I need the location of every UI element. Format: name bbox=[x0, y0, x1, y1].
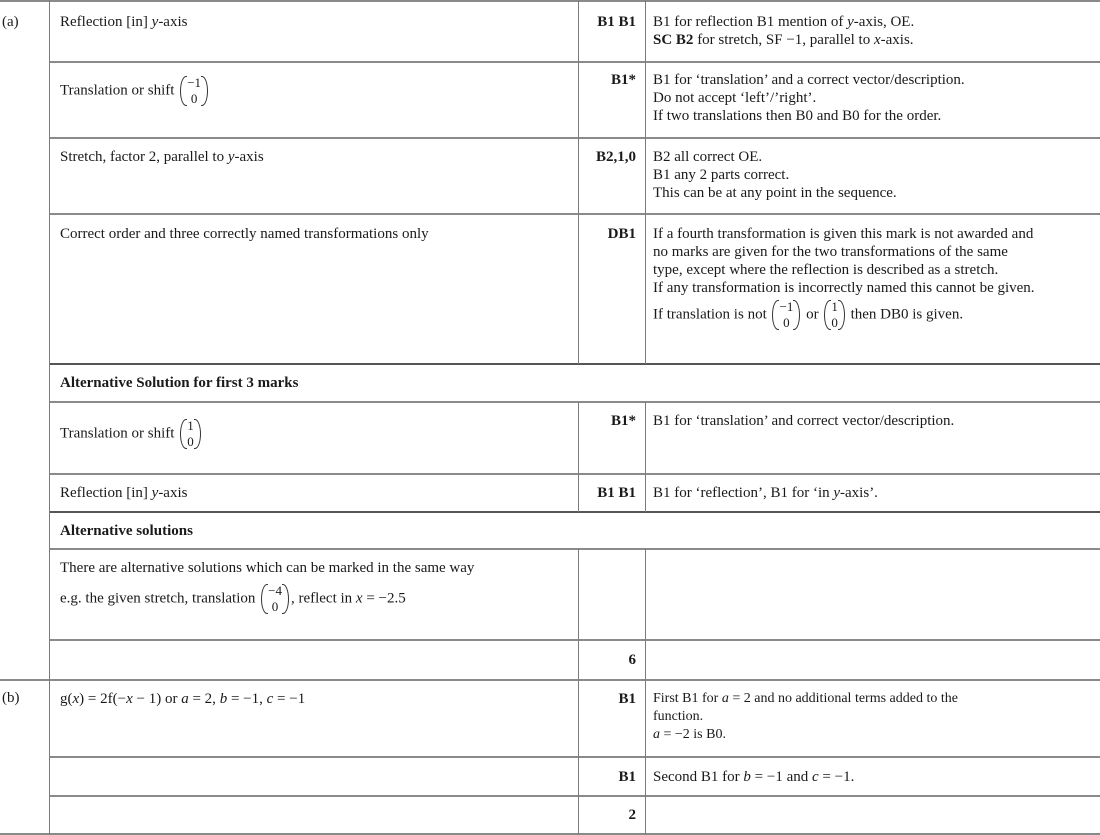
guidance-note bbox=[653, 225, 1098, 331]
row-divider bbox=[50, 756, 1100, 758]
guidance-text: If translation is not bbox=[653, 306, 767, 323]
answer-text: , reflect in bbox=[290, 590, 356, 607]
guidance-var: a bbox=[721, 691, 729, 706]
guidance-note bbox=[653, 690, 1098, 744]
row-divider bbox=[50, 61, 1100, 63]
row-divider bbox=[0, 0, 1100, 2]
guidance-text: or bbox=[806, 306, 819, 323]
guidance-var: y bbox=[833, 485, 841, 501]
row-divider bbox=[50, 213, 1100, 215]
answer-text: = −1, bbox=[227, 691, 267, 707]
special-case-label: SC B2 bbox=[653, 32, 694, 48]
row-divider bbox=[50, 795, 1100, 797]
guidance-line: B1 any 2 parts correct. bbox=[653, 167, 790, 183]
answer-var: c bbox=[266, 691, 274, 707]
row-divider bbox=[50, 137, 1100, 139]
guidance-line bbox=[653, 299, 1098, 331]
guidance-note: B1 for ‘translation’ and correct vector/description. bbox=[653, 413, 955, 429]
guidance-text: = −1 and bbox=[750, 769, 812, 785]
row-divider bbox=[50, 473, 1100, 475]
answer-line: There are alternative solutions which can be marked in the same way bbox=[60, 560, 475, 576]
mark-total: 6 bbox=[628, 652, 636, 668]
guidance-line: If two translations then B0 and B0 for the order. bbox=[653, 108, 942, 124]
row-divider bbox=[50, 639, 1100, 641]
answer-reflection bbox=[60, 13, 570, 31]
row-divider bbox=[0, 679, 1100, 681]
answer-function bbox=[60, 690, 570, 708]
answer-text: = −1 bbox=[273, 691, 306, 707]
column-vector bbox=[261, 583, 289, 615]
column-vector bbox=[772, 299, 800, 331]
vector-bottom: 0 bbox=[271, 599, 279, 614]
answer-var: b bbox=[219, 691, 228, 707]
guidance-text: -axis. bbox=[880, 32, 914, 48]
guidance-line bbox=[653, 690, 1098, 708]
mark-code: B2,1,0 bbox=[595, 149, 636, 165]
guidance-line: If a fourth transformation is given this mark is not awarded and bbox=[653, 226, 1034, 242]
column-divider bbox=[578, 549, 579, 835]
vector-bottom: 0 bbox=[783, 315, 790, 330]
alternative-solution-heading: Alternative Solution for first 3 marks bbox=[60, 375, 299, 391]
column-vector bbox=[824, 299, 845, 331]
answer-var: x bbox=[126, 691, 133, 707]
answer-text: − 1) bbox=[132, 691, 162, 707]
guidance-note bbox=[653, 768, 1098, 786]
mark-total: 2 bbox=[628, 807, 636, 823]
guidance-note bbox=[653, 148, 1098, 202]
guidance-line bbox=[653, 726, 1098, 744]
mark-code: B1 bbox=[618, 769, 636, 785]
answer-text: g bbox=[60, 691, 68, 707]
guidance-text: then DB0 is given. bbox=[850, 306, 964, 323]
answer-var: x bbox=[72, 691, 80, 707]
row-divider bbox=[50, 548, 1100, 550]
answer-var: y bbox=[227, 149, 235, 165]
guidance-text: = −1. bbox=[818, 769, 855, 785]
part-label-b: (b) bbox=[2, 690, 20, 706]
column-divider bbox=[578, 402, 579, 512]
guidance-note bbox=[653, 13, 1098, 49]
guidance-var: x bbox=[873, 32, 881, 48]
answer-text: Translation or shift bbox=[60, 425, 175, 442]
guidance-note bbox=[653, 484, 1098, 502]
guidance-line: B1 for ‘translation’ and a correct vector/description. bbox=[653, 72, 965, 88]
guidance-text: -axis, OE. bbox=[853, 14, 915, 30]
answer-text: or bbox=[161, 691, 182, 707]
column-divider bbox=[49, 0, 50, 835]
answer-reflection-alt bbox=[60, 484, 570, 502]
vector-top: −1 bbox=[187, 75, 202, 90]
column-vector bbox=[180, 75, 208, 107]
vector-top: −4 bbox=[268, 583, 282, 598]
vector-top: 1 bbox=[831, 299, 838, 314]
guidance-line: B2 all correct OE. bbox=[653, 149, 763, 165]
answer-stretch bbox=[60, 148, 570, 166]
guidance-text: -axis’. bbox=[840, 485, 878, 501]
guidance-line: function. bbox=[653, 709, 704, 724]
answer-text: = −2.5 bbox=[362, 590, 406, 607]
guidance-text: = 2 and no additional terms added to the bbox=[728, 691, 958, 706]
guidance-text: Second B1 for bbox=[653, 769, 744, 785]
vector-bottom: 0 bbox=[190, 91, 198, 106]
row-divider bbox=[50, 511, 1100, 513]
answer-text: e.g. the given stretch, translation bbox=[60, 590, 256, 607]
mark-code: B1 bbox=[618, 691, 636, 707]
vector-bottom: 0 bbox=[187, 434, 194, 449]
guidance-line: type, except where the reflection is described as a stretch. bbox=[653, 262, 999, 278]
answer-text: -axis bbox=[158, 14, 188, 30]
answer-text: Translation or shift bbox=[60, 82, 175, 99]
answer-text: Reflection [in] bbox=[60, 14, 152, 30]
vector-bottom: 0 bbox=[831, 315, 838, 330]
answer-var: y bbox=[151, 14, 159, 30]
answer-var: a bbox=[181, 691, 189, 707]
row-divider bbox=[50, 363, 1100, 365]
column-divider bbox=[645, 549, 646, 835]
guidance-var: y bbox=[847, 14, 854, 30]
alternative-solutions-note bbox=[60, 559, 570, 615]
alternative-solutions-heading: Alternative solutions bbox=[60, 523, 193, 539]
answer-text: ) = 2f(− bbox=[79, 691, 127, 707]
answer-text: -axis bbox=[234, 149, 264, 165]
mark-code: B1* bbox=[610, 72, 636, 88]
part-label-a: (a) bbox=[2, 14, 19, 30]
answer-var: y bbox=[151, 485, 159, 501]
answer-text: Stretch, factor 2, parallel to bbox=[60, 149, 228, 165]
guidance-text: B1 for ‘reflection’, B1 for ‘in bbox=[653, 485, 834, 501]
guidance-var: b bbox=[743, 769, 751, 785]
mark-code: B1 B1 bbox=[597, 485, 636, 501]
guidance-line: Do not accept ‘left’/’right’. bbox=[653, 90, 817, 106]
answer-line bbox=[60, 583, 570, 615]
guidance-text: B1 for reflection B1 mention of bbox=[653, 14, 848, 30]
row-divider bbox=[50, 401, 1100, 403]
answer-text: -axis bbox=[158, 485, 188, 501]
answer-translation bbox=[60, 75, 570, 107]
answer-correct-order: Correct order and three correctly named transformations only bbox=[60, 226, 429, 242]
mark-code: B1* bbox=[610, 413, 636, 429]
mark-code: B1 B1 bbox=[597, 14, 636, 30]
guidance-note bbox=[653, 71, 1098, 125]
guidance-line: no marks are given for the two transformations of the same bbox=[653, 244, 1008, 260]
answer-text: = 2, bbox=[188, 691, 220, 707]
mark-code: DB1 bbox=[607, 226, 636, 242]
paren: ( bbox=[67, 691, 73, 707]
guidance-var: a bbox=[653, 727, 660, 742]
column-divider bbox=[645, 402, 646, 512]
column-vector bbox=[180, 418, 201, 450]
guidance-line bbox=[653, 13, 1098, 31]
guidance-var: c bbox=[811, 769, 819, 785]
column-divider bbox=[578, 0, 579, 364]
answer-text: Reflection [in] bbox=[60, 485, 152, 501]
answer-translation-alt bbox=[60, 418, 570, 450]
column-divider bbox=[645, 0, 646, 364]
guidance-line: This can be at any point in the sequence. bbox=[653, 185, 897, 201]
guidance-line: If any transformation is incorrectly named this cannot be given. bbox=[653, 280, 1035, 296]
guidance-text: First B1 for bbox=[653, 691, 722, 706]
vector-top: −1 bbox=[779, 299, 794, 314]
guidance-line bbox=[653, 31, 1098, 49]
answer-var: x bbox=[355, 590, 363, 607]
vector-top: 1 bbox=[187, 418, 194, 433]
guidance-text: = −2 is B0. bbox=[660, 727, 726, 742]
guidance-text: for stretch, SF −1, parallel to bbox=[693, 32, 874, 48]
